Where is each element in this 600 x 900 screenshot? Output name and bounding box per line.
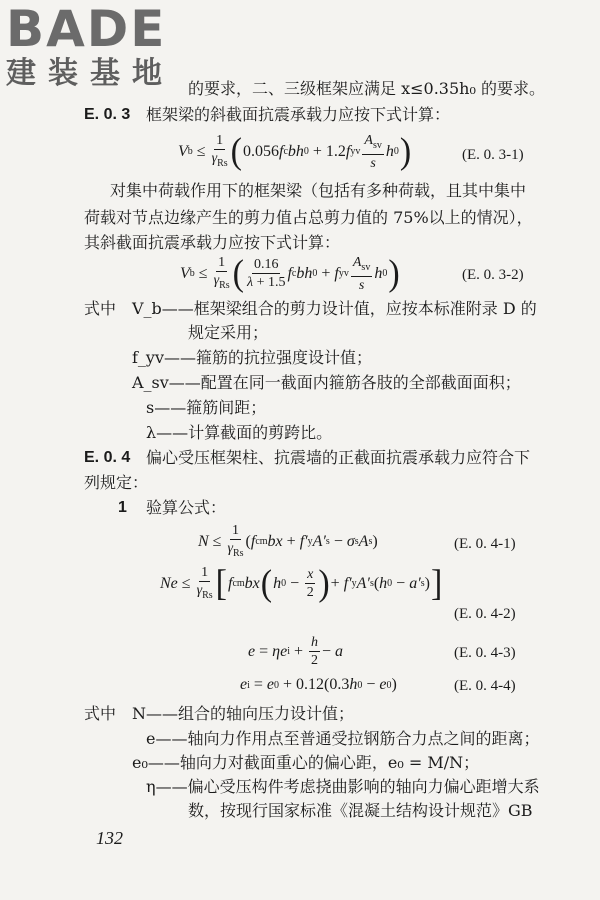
watermark-logo bbox=[6, 0, 176, 92]
eqno-e03-2: (E. 0. 3-2) bbox=[462, 267, 524, 283]
eqno-e04-4: (E. 0. 4-4) bbox=[454, 678, 516, 694]
formula-e04-3: e = ηe i + $\frac{h}{2}$ − a bbox=[248, 635, 344, 668]
text-para-2: 荷载对节点边缘产生的剪力值占总剪力值的 75%以上的情况）， bbox=[84, 208, 533, 227]
eqno-e03-1: (E. 0. 3-1) bbox=[462, 147, 524, 163]
def-s: s——箍筋间距； bbox=[146, 398, 267, 417]
page-number: 132 bbox=[96, 828, 123, 848]
formula-e03-1: V b ≤ $\frac{1}{\gamma_{Rs}}$ ( 0.056 f c bh 0 + 1.2 f yv $\frac{A_{sv}}{s}$ h 0 ) bbox=[178, 130, 412, 172]
text-line-1: 的要求，二、三级框架应满足 x≤0.35h₀ 的要求。 bbox=[188, 79, 545, 98]
formula-e03-2: V b ≤ $\frac{1}{\gamma_{Rs}}$ ( $\frac{0.16}{\lambda + 1.5}$ f c bh 0 + f yv $\frac{A_{sv}}{s}$ h 0 ) bbox=[180, 252, 400, 294]
def-e: e——轴向力作用点至普通受拉钢筋合力点之间的距离； bbox=[146, 729, 540, 748]
def-lambda: λ——计算截面的剪跨比。 bbox=[146, 423, 333, 442]
formula-e04-4: e i = e 0 + 0.12(0.3 h 0 − e 0 ) bbox=[240, 676, 397, 693]
def-vb: V_b——框架梁组合的剪力设计值，应按本标准附录 D 的 bbox=[132, 299, 537, 318]
def-eta: η——偏心受压构件考虑挠曲影响的轴向力偏心距增大系 bbox=[146, 777, 540, 796]
logo-main-text: BADE bbox=[6, 0, 167, 58]
def-asv: A_sv——配置在同一截面内箍筋各肢的全部截面面积； bbox=[132, 373, 521, 392]
item-1-text: 验算公式： bbox=[146, 498, 227, 517]
def-e0: e₀——轴向力对截面重心的偏心距，e₀ = M/N； bbox=[132, 753, 480, 772]
eqno-e04-1: (E. 0. 4-1) bbox=[454, 536, 516, 552]
def-n: N——组合的轴向压力设计值； bbox=[132, 704, 355, 723]
label-where-1: 式中 bbox=[84, 299, 117, 318]
eqno-e04-3: (E. 0. 4-3) bbox=[454, 645, 516, 661]
def-fyv: f_yv——箍筋的抗拉强度设计值； bbox=[132, 348, 373, 367]
formula-e04-1: N ≤ $\frac{1}{\gamma_{Rs}}$ ( f cm bx + f′ y A′ s − σ s A s ) bbox=[198, 523, 378, 559]
section-e04-text: 偏心受压框架柱、抗震墙的正截面抗震承载力应符合下 bbox=[146, 448, 531, 467]
label-where-2: 式中 bbox=[84, 704, 117, 723]
section-e03-text: 框架梁的斜截面抗震承载力应按下式计算： bbox=[146, 105, 451, 124]
section-e03-number: E. 0. 3 bbox=[84, 106, 131, 123]
section-e04-number: E. 0. 4 bbox=[84, 449, 131, 466]
logo-sub-text: 建装基地 bbox=[6, 56, 174, 91]
def-eta-cont: 数，按现行国家标准《混凝土结构设计规范》GB bbox=[188, 801, 533, 820]
eqno-e04-2: (E. 0. 4-2) bbox=[454, 606, 516, 622]
def-vb-cont: 规定采用； bbox=[188, 323, 269, 342]
text-para-1: 对集中荷载作用下的框架梁（包括有多种荷载，且其中集中 bbox=[110, 181, 527, 200]
text-para-3: 其斜截面抗震承载力应按下式计算： bbox=[84, 233, 341, 252]
item-1-number: 1 bbox=[118, 499, 127, 516]
formula-e04-2: Ne ≤ $\frac{1}{\gamma_{Rs}}$ [ f cm bx ( h 0 − $\frac{x}{2}$ ) + f′ y A′ s ( h 0 − a′ s ) ] bbox=[160, 562, 443, 604]
section-e04-text-cont: 列规定： bbox=[84, 473, 149, 492]
